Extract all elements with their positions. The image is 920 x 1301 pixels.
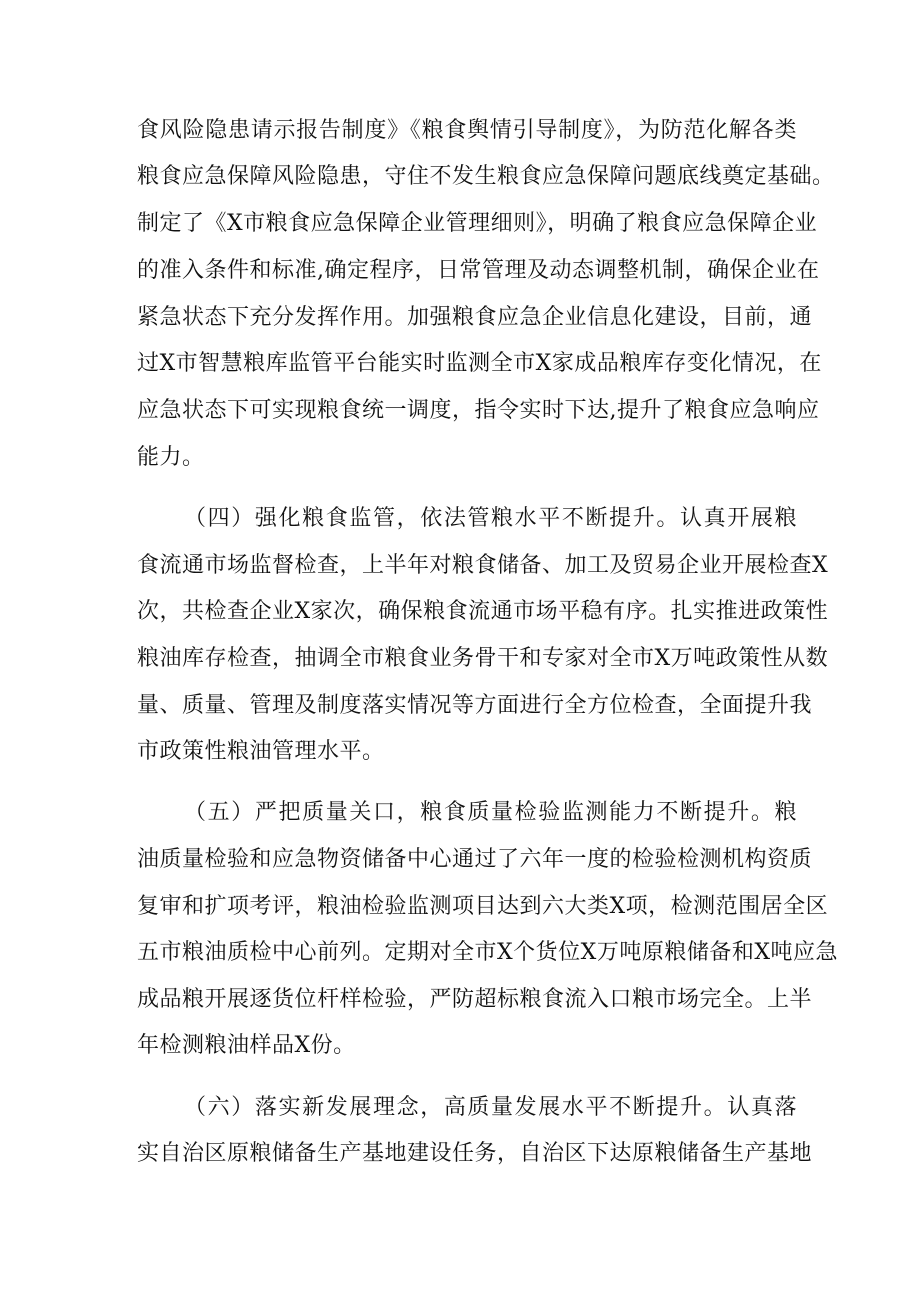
paragraph-line: 五市粮油质检中心前列。定期对全市X个货位X万吨原粮储备和X吨应急	[137, 940, 838, 965]
section-heading-line: （五）严把质量关口，粮食质量检验监测能力不断提升。粮	[184, 800, 797, 825]
paragraph-line: 粮食应急保障风险隐患，守住不发生粮食应急保障问题底线奠定基础。	[137, 164, 835, 189]
paragraph-line: 复审和扩项考评，粮油检验监测项目达到六大类X项，检测范围居全区	[137, 894, 829, 919]
paragraph-line: 年检测粮油样品X份。	[137, 1033, 356, 1058]
section-heading-line: （四）强化粮食监管，依法管粮水平不断提升。认真开展粮	[184, 506, 797, 531]
paragraph-line: 制定了《X市粮食应急保障企业管理细则》，明确了粮食应急保障企业	[137, 211, 818, 236]
paragraph-line: 的准入条件和标准,确定程序，日常管理及动态调整机制，确保企业在	[137, 258, 820, 283]
paragraph-line: 能力。	[137, 445, 205, 470]
paragraph-line: 市政策性粮油管理水平。	[137, 739, 385, 764]
paragraph-line: 成品粮开展逐货位杆样检验，严防超标粮食流入口粮市场完全。上半	[137, 987, 813, 1012]
paragraph-line: 过X市智慧粮库监管平台能实时监测全市X家成品粮库存变化情况，在	[137, 351, 822, 376]
paragraph-line: 粮油库存检查，抽调全市粮食业务骨干和专家对全市X万吨政策性从数	[137, 646, 829, 671]
paragraph-line: 应急状态下可实现粮食统一调度，指令实时下达,提升了粮食应急响应	[137, 398, 820, 423]
paragraph-line: 油质量检验和应急物资储备中心通过了六年一度的检验检测机构资质	[137, 847, 813, 872]
paragraph-line: 食风险隐患请示报告制度》《粮食舆情引导制度》，为防范化解各类	[137, 118, 797, 143]
paragraph-line: 次，共检查企业X家次，确保粮食流通市场平稳有序。扎实推进政策性	[137, 599, 829, 624]
section-heading-line: （六）落实新发展理念，高质量发展水平不断提升。认真落	[184, 1095, 797, 1120]
paragraph-line: 食流通市场监督检查，上半年对粮食储备、加工及贸易企业开展检查X	[137, 553, 829, 578]
paragraph-line: 量、质量、管理及制度落实情况等方面进行全方位检查，全面提升我	[137, 693, 813, 718]
paragraph-line: 实自治区原粮储备生产基地建设任务，自治区下达原粮储备生产基地	[137, 1141, 813, 1166]
paragraph-line: 紧急状态下充分发挥作用。加强粮食应急企业信息化建设，目前，通	[137, 305, 813, 330]
